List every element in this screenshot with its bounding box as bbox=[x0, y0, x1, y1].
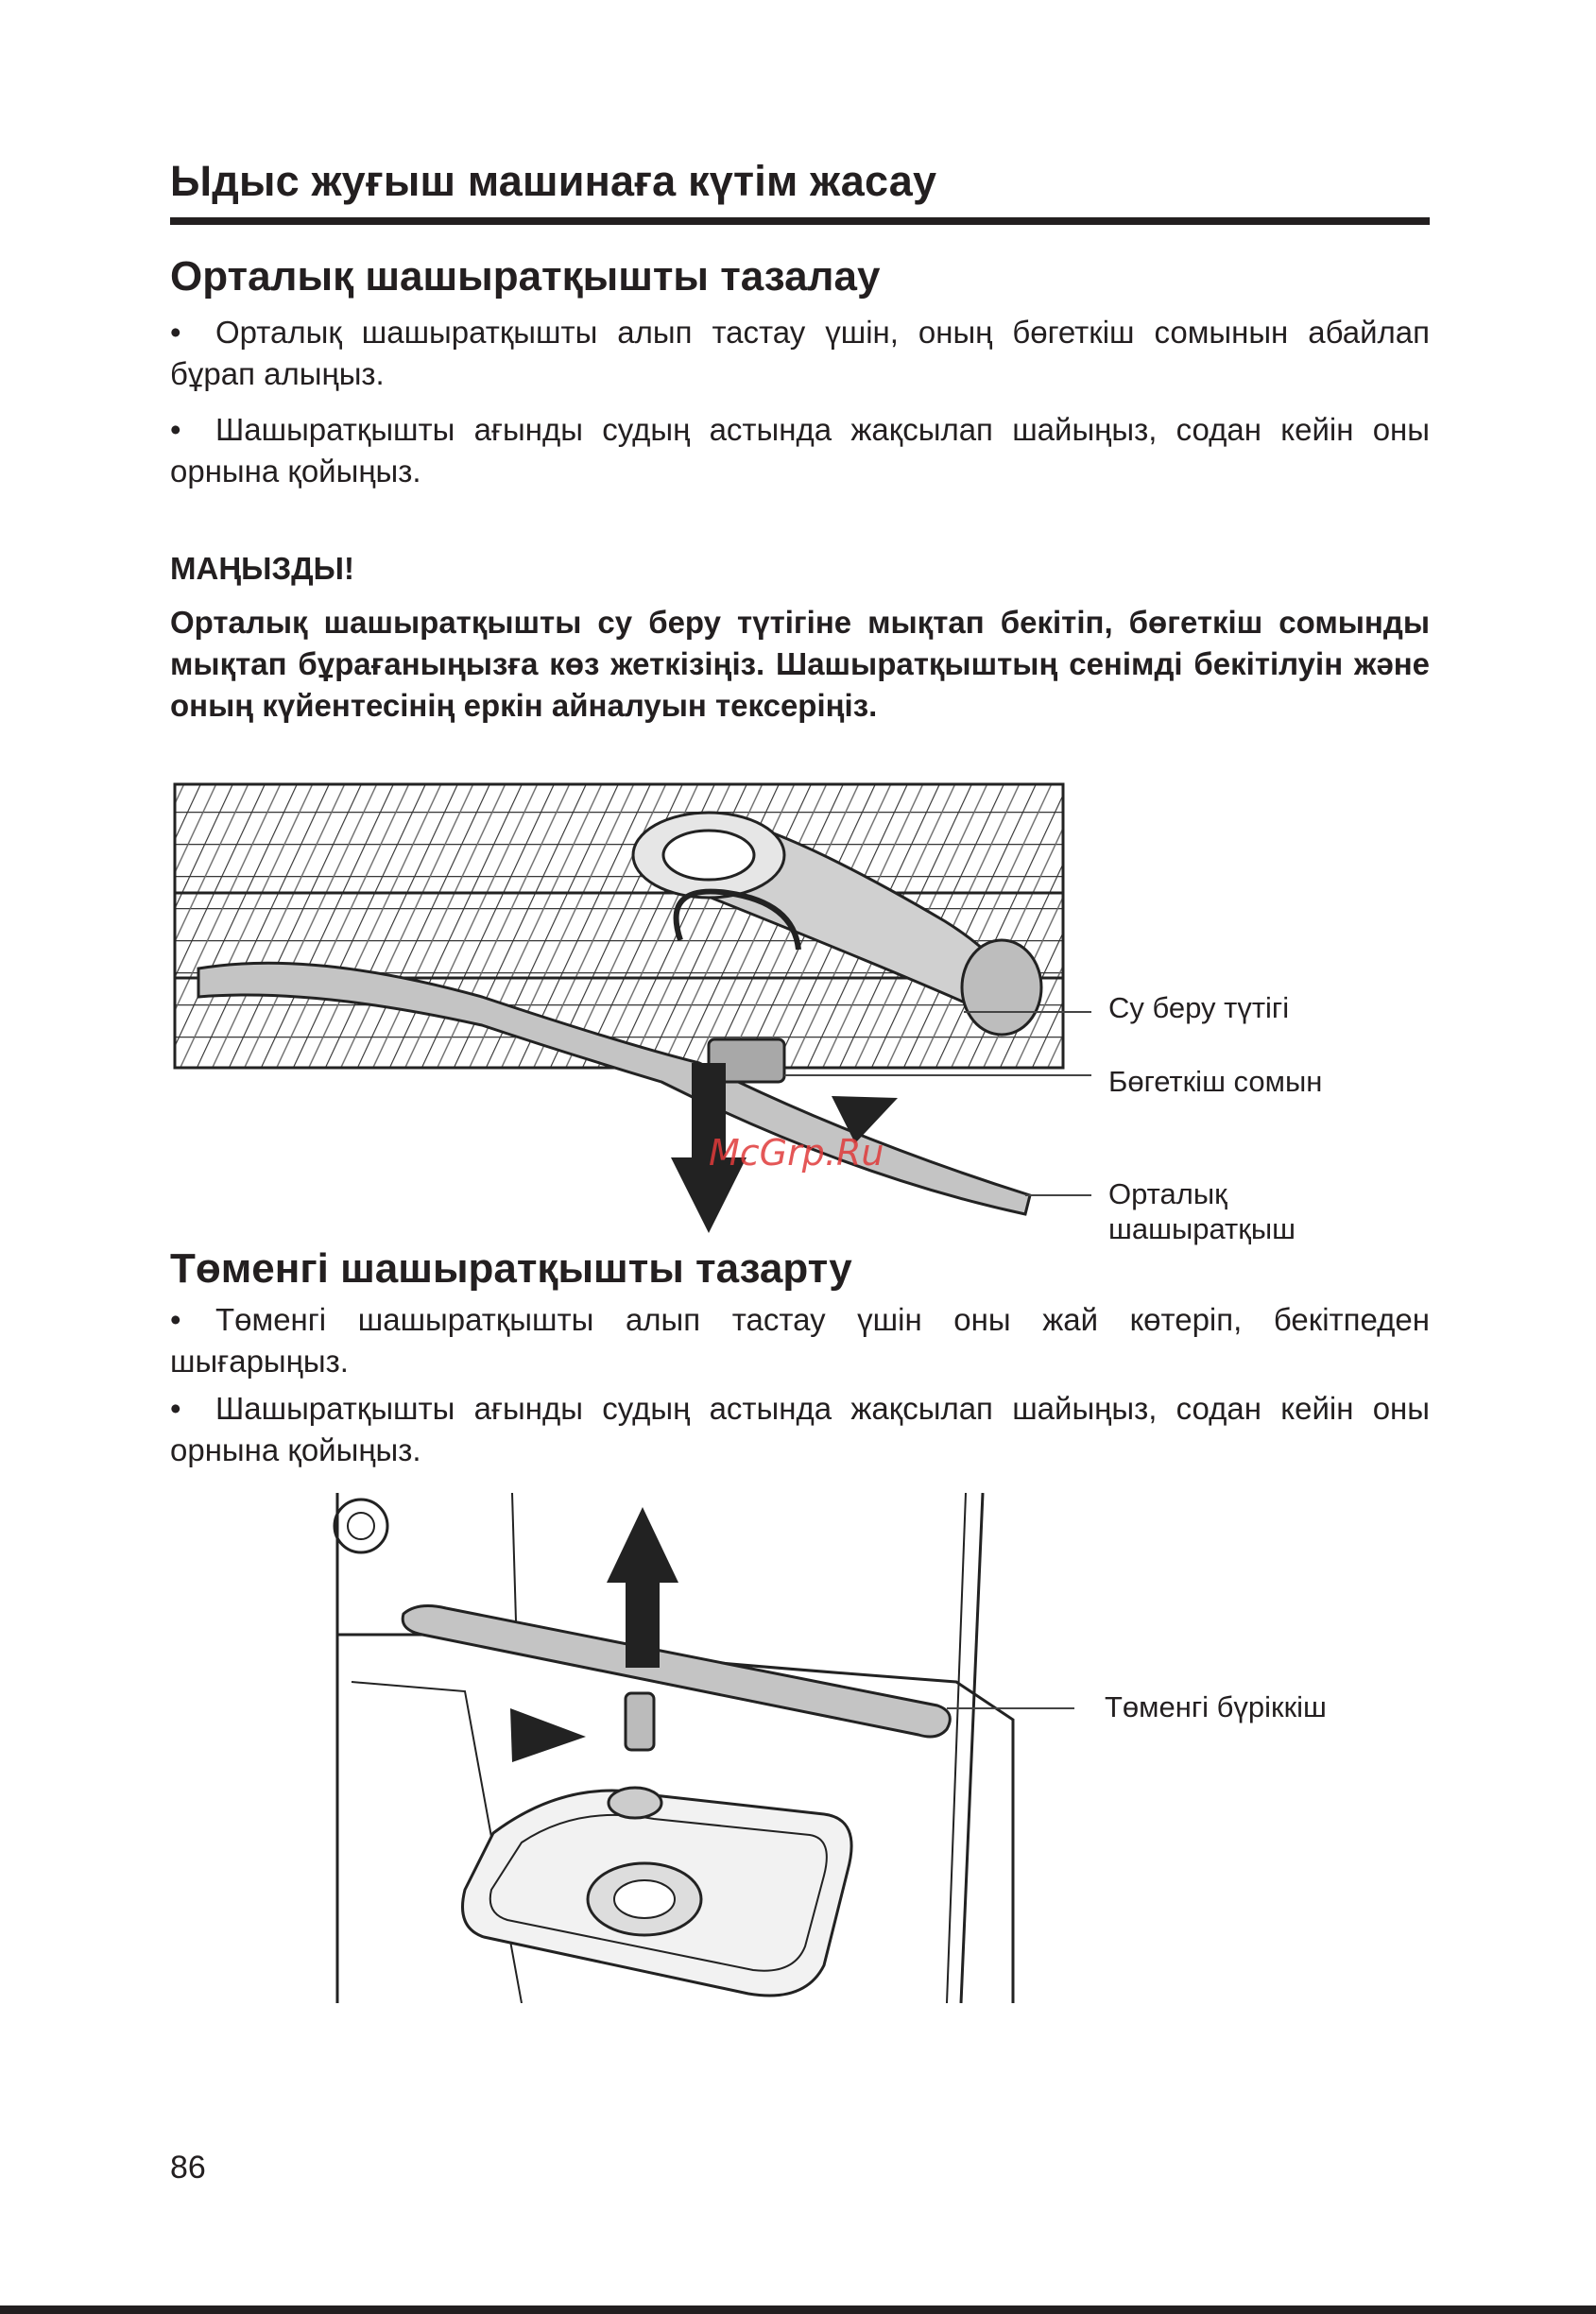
header-rule bbox=[170, 217, 1430, 225]
label-lower-sprayer: Төменгі бүріккіш bbox=[1105, 1690, 1327, 1723]
bullet-text: Шашыратқышты ағынды судың астында жақсылап шайыңыз, содан кейін оны орнына қойыңыз. bbox=[170, 1391, 1430, 1467]
bullet-dot: • bbox=[170, 1302, 181, 1337]
up-arrow bbox=[626, 1573, 660, 1668]
label-retaining-nut: Бөгеткіш сомын bbox=[1108, 1065, 1323, 1098]
section2-bullet-2 bbox=[170, 1388, 1430, 1471]
watermark: McGrp.Ru bbox=[709, 1132, 884, 1174]
central-sprayer-illustration bbox=[170, 780, 1115, 1247]
page-number: 86 bbox=[170, 2150, 206, 2185]
section1-bullet-1 bbox=[170, 312, 1430, 395]
section1-title: Орталық шашыратқышты тазалау bbox=[170, 253, 881, 300]
lower-sprayer-illustration bbox=[333, 1493, 1079, 2003]
bullet-dot: • bbox=[170, 1391, 181, 1426]
section1-bullet-2 bbox=[170, 409, 1430, 492]
lower-sprayer-arm-shape bbox=[403, 1606, 950, 1737]
bullet-text: Төменгі шашыратқышты алып тастау үшін оны жай көтеріп, бекітпеден шығарыңыз. bbox=[170, 1302, 1430, 1379]
page-header bbox=[170, 157, 1430, 206]
label-central-sprayer-2: шашыратқыш bbox=[1108, 1212, 1296, 1245]
important-label: МАҢЫЗДЫ! bbox=[170, 551, 354, 586]
section2-title: Төменгі шашыратқышты тазарту bbox=[170, 1245, 852, 1292]
important-text: Орталық шашыратқышты су беру түтігіне мықтап бекітіп, бөгеткіш сомынды мықтап бұрағаныңызға көз жеткізіңіз. Шашыратқыштың сенімді бекітілуін және оның күйентесінің еркін айналуын тексеріңіз. bbox=[170, 605, 1430, 723]
bullet-text: Орталық шашыратқышты алып тастау үшін, оның бөгеткіш сомынын абайлап бұрап алыңыз. bbox=[170, 315, 1430, 391]
label-water-pipe: Су беру түтігі bbox=[1108, 991, 1290, 1024]
bullet-text: Шашыратқышты ағынды судың астында жақсылап шайыңыз, содан кейін оны орнына қойыңыз. bbox=[170, 412, 1430, 489]
pointer-triangle bbox=[510, 1708, 586, 1762]
bottom-rule bbox=[0, 2305, 1596, 2314]
label-central-sprayer-1: Орталық bbox=[1108, 1177, 1227, 1210]
page-title: Ыдыс жуғыш машинаға күтім жасау bbox=[170, 157, 937, 205]
bullet-dot: • bbox=[170, 315, 181, 350]
section2-bullet-1 bbox=[170, 1299, 1430, 1382]
bullet-dot: • bbox=[170, 412, 181, 447]
